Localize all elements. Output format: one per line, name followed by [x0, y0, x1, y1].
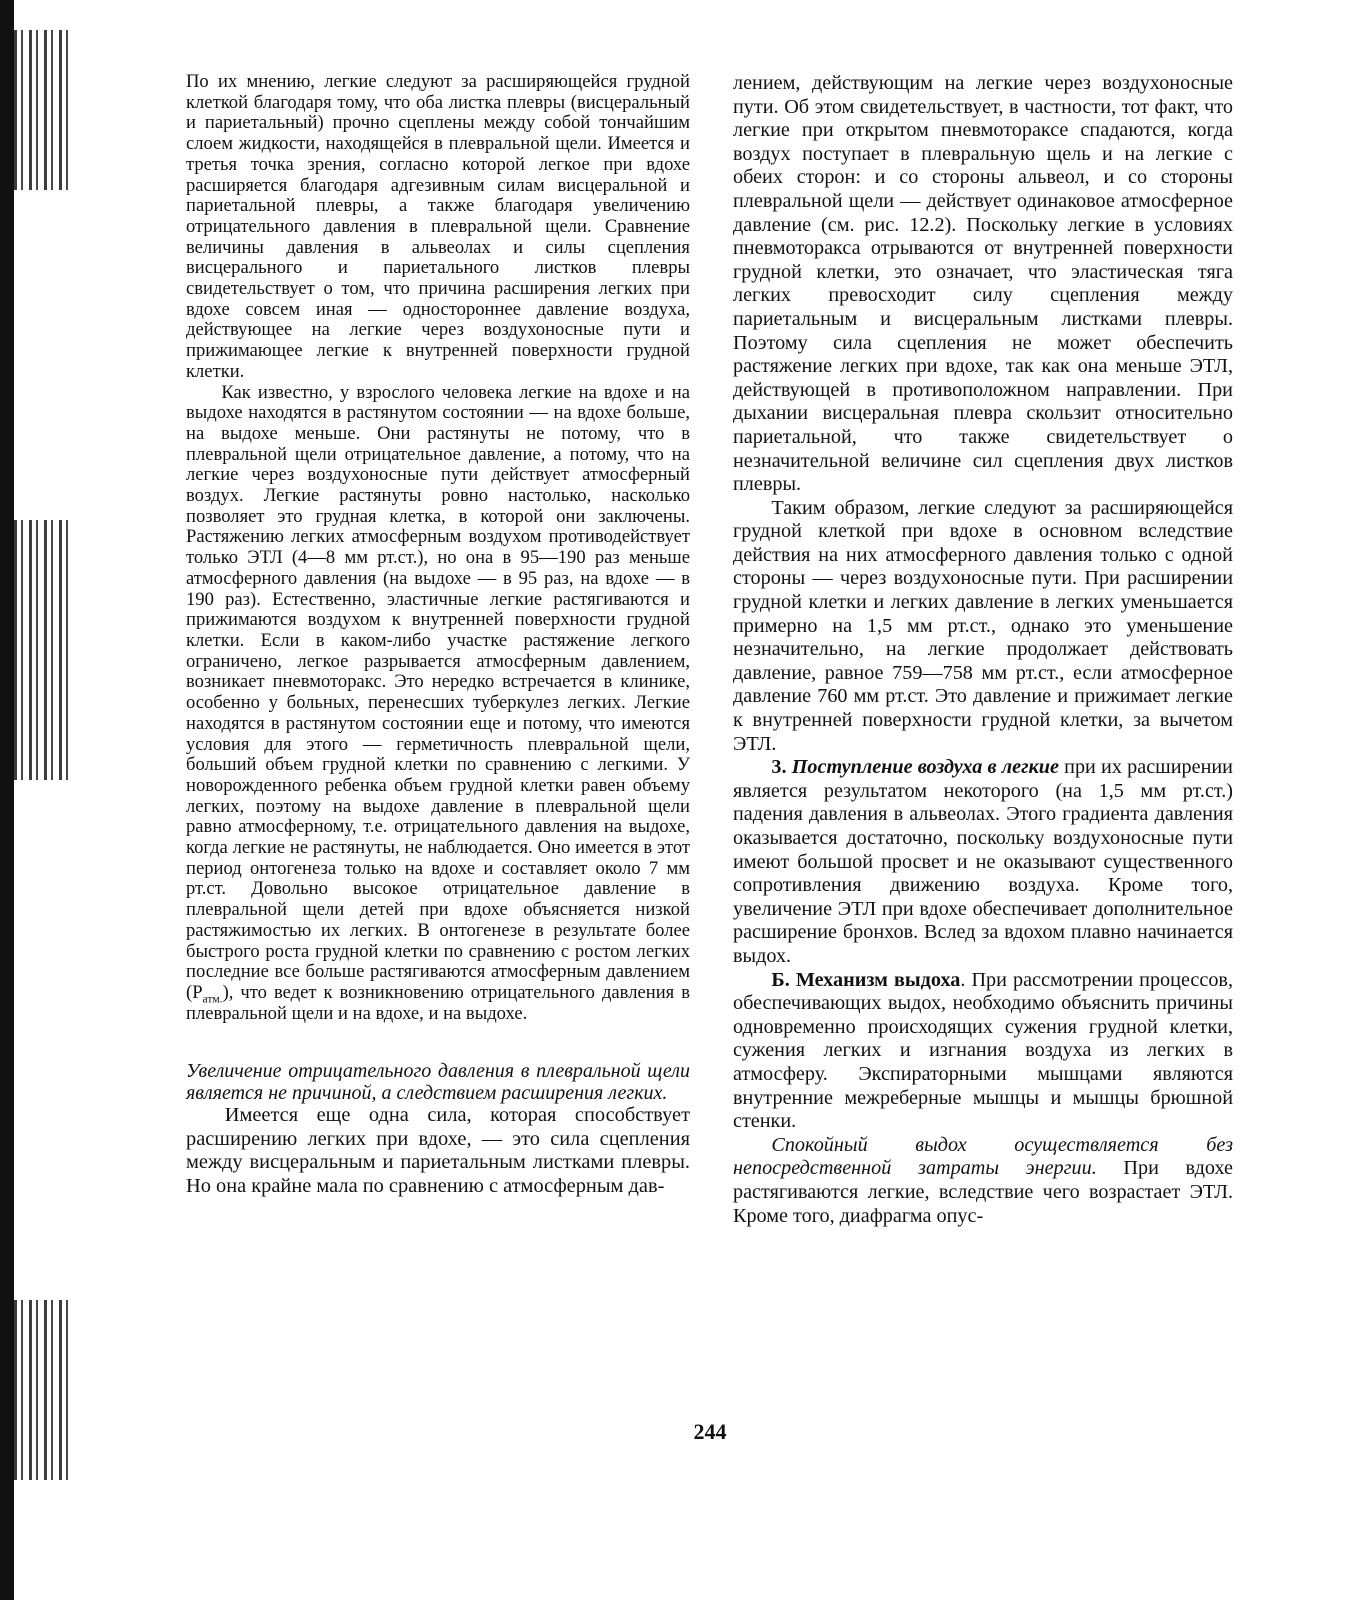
section-heading: Б. Механизм выдоха: [771, 968, 961, 991]
italic-lead: Спокойный выдох осуществляется без непосредственной затраты энергии.: [733, 1133, 1233, 1180]
binding-shadow: [0, 0, 14, 1600]
paragraph: лением, действующим на легкие через воздухоносные пути. Об этом свидетельствует, в частности, тот факт, что легкие при открытом пневмотораксе спадаются, когда воздух поступает в плевральную щель и на легкие с обеих сторон: и со стороны альвеол, и со стороны плевральной щели — действует одинаковое атмосферное давление (см. рис. 12.2). Поскольку легкие в условиях пневмоторакса отрываются от внутренней поверхности грудной клетки, это означает, что эластическая тяга легких превосходит силу сцепления между париетальным и висцеральным листками плевры. Поэтому сила сцепления не может обеспечить растяжение легких при вдохе, так как она меньше ЭТЛ, действующей в противоположном направлении. При дыхании висцеральная плевра скользит относительно париетальной, что также свидетельствует о незначительной величине сил сцепления двух листков плевры.: [733, 72, 1233, 496]
binding-shadow: [14, 1300, 74, 1480]
subscript: атм.: [202, 993, 223, 1006]
paragraph: Таким образом, легкие следуют за расширяющейся грудной клеткой при вдохе в основном вследствие действия на них атмосферного давления только с одной стороны — через воздухоносные пути. При расширении грудной клетки и легких давление в легких уменьшается примерно на 1,5 мм рт.ст., однако это уменьшение незначительно, на легкие продолжает действовать давление, равное 759—758 мм рт.ст., если атмосферное давление 760 мм рт.ст. Это давление и прижимает легкие к внутренней поверхности грудной клетки, за вычетом ЭТЛ.: [733, 496, 1233, 755]
binding-shadow: [14, 520, 74, 780]
section-heading: Поступление воздуха в легкие: [791, 756, 1059, 779]
callout-statement: Увеличение отрицательного давления в плевральной щели является не причиной, а следствием расширения легких.: [186, 1060, 690, 1105]
paragraph: Б. Механизм выдоха. При рассмотрении процессов, обеспечивающих выдох, необходимо объяснить причины одновременно происходящих сужения грудной клетки, сужения легких и изгнания воздуха из легких в атмосферу. Экспираторными мышцами являются внутренние межреберные мышцы и мышцы брюшной стенки.: [733, 968, 1234, 1133]
paragraph: Спокойный выдох осуществляется без непосредственной затраты энергии. При вдохе растягиваются легкие, вследствие чего возрастает ЭТЛ. Кроме того, диафрагма опус-: [733, 1133, 1234, 1227]
paragraph: 3. Поступление воздуха в легкие при их расширении является результатом некоторого (на 1,5 мм рт.ст.) падения давления в альвеолах. Этого градиента давления оказывается достаточно, поскольку воздухоносные пути имеют большой просвет и не оказывают существенного сопротивления движению воздуха. Кроме того, увеличение ЭТЛ при вдохе обеспечивает дополнительное расширение бронхов. Вслед за вдохом плавно начинается выдох.: [733, 756, 1233, 967]
left-column: [186, 72, 690, 1198]
right-column: [733, 72, 1233, 1228]
page-number: 244: [693, 1419, 727, 1444]
paragraph: Как известно, у взрослого человека легкие на вдохе и на выдохе находятся в растянутом состоянии — на вдохе больше, на выдохе меньше. Они растянуты не потому, что в плевральной щели отрицательное давление, а потому, что на легкие через воздухоносные пути действует атмосферный воздух. Легкие растянуты ровно настолько, насколько позволяет это грудная клетка, в которой они заключены. Растяжению легких атмосферным воздухом противодействует только ЭТЛ (4—8 мм рт.ст.), но она в 95—190 раз меньше атмосферного давления (на выдохе — в 95 раз, на вдохе — в 190 раз). Естественно, эластичные легкие растягиваются и прижимаются воздухом к внутренней поверхности грудной клетки. Если в каком-либо участке растяжение легкого ограничено, легкое разрывается атмосферным давлением, возникает пневмоторакс. Это нередко встречается в клинике, особенно у больных, перенесших туберкулез легких. Легкие находятся в растянутом состоянии еще и потому, что имеются условия для этого — герметичность плевральной щели, больший объем грудной клетки по сравнению с легкими. У новорожденного ребенка объем грудной клетки равен объему легких, поэтому на выдохе давление в плевральной щели равно атмосферному, т.е. отрицательного давления на выдохе, когда легкие не растянуты, не наблюдается. Оно имеется в этот период онтогенеза только на вдохе и составляет около 7 мм рт.ст. Довольно высокое отрицательное давление в плевральной щели детей при вдохе объясняется низкой растяжимостью их легких. В онтогенезе в результате более быстрого роста грудной клетки по сравнению с ростом легких последние все больше растягиваются атмосферным давлением $(Р_{атм.})$, что ведет к возникновению отрицательного давления в плевральной щели и на вдохе, и на выдохе.: [186, 381, 690, 1024]
binding-shadow: [14, 30, 74, 190]
paragraph: Имеется еще одна сила, которая способствует расширению легких при вдохе, — это сила сцепления между висцеральным и париетальным листками плевры. Но она крайне мала по сравнению с атмосферным дав-: [186, 1104, 690, 1197]
section-number: 3.: [771, 756, 787, 779]
paragraph: По их мнению, легкие следуют за расширяющейся грудной клеткой благодаря тому, что оба листка плевры (висцеральный и париетальный) прочно сцеплены между собой тончайшим слоем жидкости, находящейся в плевральной щели. Имеется и третья точка зрения, согласно которой легкое при вдохе расширяется благодаря адгезивным силам висцеральной и париетальной плевры, а также благодаря увеличению отрицательного давления в плевральной щели. Сравнение величины давления в альвеолах и силы сцепления висцерального и париетального листков плевры свидетельствует о том, что причина расширения легких при вдохе совсем иная — одностороннее давление воздуха, действующее на легкие через воздухоносные пути и прижимающее легкие к внутренней поверхности грудной клетки.: [186, 71, 690, 382]
